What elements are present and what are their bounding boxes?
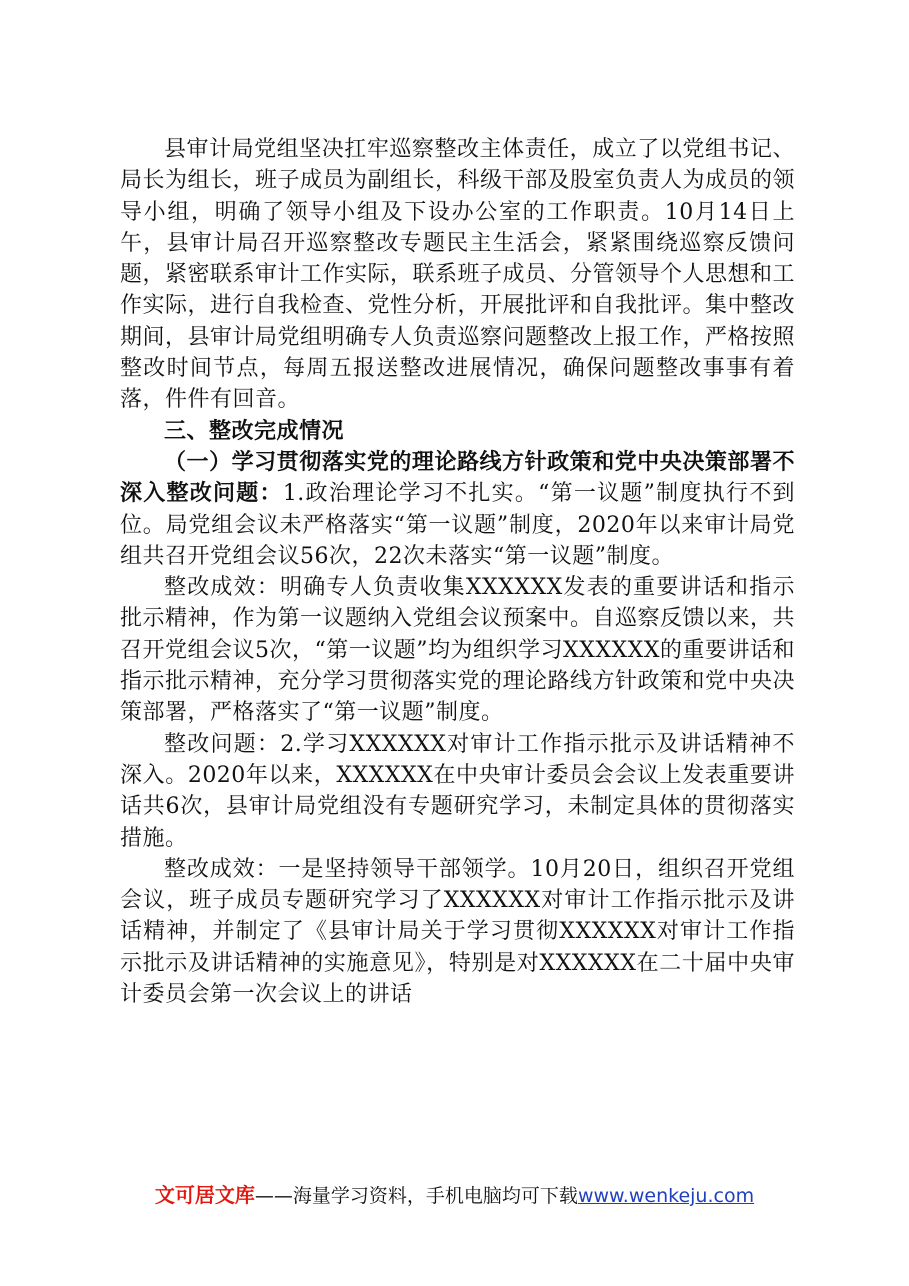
footer-banner <box>0 1182 909 1209</box>
footer-brand: 文可居文库 <box>154 1183 255 1207</box>
footer-link[interactable]: www.wenkeju.com <box>577 1185 755 1207</box>
item-1-lead: （一）学习贯彻落实党的理论路线方针政策和党中央决策部署不深入整改问题： <box>120 448 795 507</box>
footer-tagline: ——海量学习资料，手机电脑均可下载 <box>254 1185 578 1207</box>
document-body <box>120 134 795 1010</box>
paragraph-problem-2: 整改问题：2.学习XXXXXX对审计工作指示批示及讲话精神不深入。2020年以来，XXXXXX在中央审计委员会会议上发表重要讲话共6次，县审计局党组没有专题研究学习，未制定具体的贯彻落实措施。 <box>120 731 795 851</box>
section-heading: 三、整改完成情况 <box>164 418 345 444</box>
paragraph-item-1 <box>120 447 795 572</box>
paragraph-result-1: 整改成效：明确专人负责收集XXXXXX发表的重要讲话和指示批示精神，作为第一议题纳入党组会议预案中。自巡察反馈以来，共召开党组会议5次，“第一议题”均为组织学习XXXXXX的重要讲话和指示批示精神，充分学习贯彻落实党的理论路线方针政策和党中央决策部署，严格落实了“第一议题”制度。 <box>120 575 796 726</box>
item-1-text: 1.政治理论学习不扎实。“第一议题”制度执行不到位。局党组会议未严格落实“第一议题”制度，2020年以来审计局党组共召开党组会议56次，22次未落实“第一议题”制度。 <box>120 481 795 569</box>
paragraph-result-2: 整改成效：一是坚持领导干部领学。10月20日，组织召开党组会议，班子成员专题研究学习了XXXXXX对审计工作指示批示及讲话精神，并制定了《县审计局关于学习贯彻XXXXXX对审计工作指示批示及讲话精神的实施意见》，特别是对XXXXXX在二十届中央审计委员会第一次会议上的讲话 <box>120 856 795 1008</box>
paragraph-rectification-responsibility: 县审计局党组坚决扛牢巡察整改主体责任，成立了以党组书记、局长为组长，班子成员为副组长，科级干部及股室负责人为成员的领导小组，明确了领导小组及下设办公室的工作职责。10月14日上午，县审计局召开巡察整改专题民主生活会，紧紧围绕巡察反馈问题，紧密联系审计工作实际，联系班子成员、分管领导个人思想和工作实际，进行自我检查、党性分析，开展批评和自我批评。集中整改期间，县审计局党组明确专人负责巡察问题整改上报工作，严格按照整改时间节点，每周五报送整改进展情况，确保问题整改事事有着落，件件有回音。 <box>120 137 796 413</box>
